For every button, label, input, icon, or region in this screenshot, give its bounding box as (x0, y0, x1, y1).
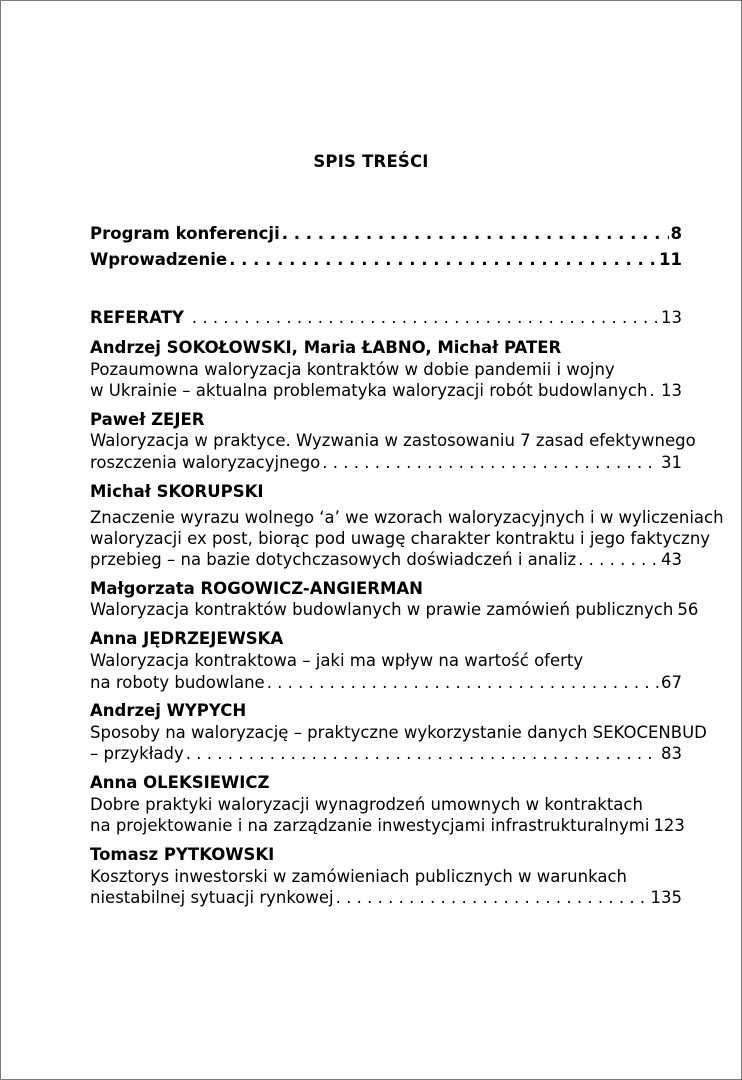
leader-dots (649, 381, 659, 401)
toc-title-line: Sposoby na waloryzację – praktyczne wykorzystanie danych SEKOCENBUD (90, 723, 707, 742)
toc-title-text: – przykłady (90, 744, 184, 763)
toc-title-line-last (90, 816, 685, 836)
toc-page-number: 8 (670, 224, 682, 243)
toc-title-line-last (90, 453, 682, 473)
toc-author: Anna JĘDRZEJEWSKA (90, 629, 284, 648)
toc-page-number: 83 (661, 744, 682, 763)
page-title: SPIS TREŚCI (313, 152, 429, 171)
toc-author: Michał SKORUPSKI (90, 482, 264, 501)
leader-dots (322, 453, 659, 473)
toc-title-text: przebieg – na bazie dotychczasowych doświadczeń i analiz (90, 550, 577, 569)
toc-title-text: niestabilnej sytuacji rynkowej (90, 888, 334, 907)
toc-entry-label: Program konferencji (90, 224, 280, 243)
toc-title-line: Pozaumowna waloryzacja kontraktów w dobie pandemii i wojny (90, 360, 615, 379)
toc-page-number: 31 (661, 453, 682, 472)
toc-title-line-last (90, 600, 699, 620)
toc-title-line: Waloryzacja kontraktowa – jaki ma wpływ na wartość oferty (90, 651, 584, 670)
toc-author: Anna OLEKSIEWICZ (90, 773, 270, 792)
toc-author: Andrzej WYPYCH (90, 701, 247, 720)
toc-title-line-last (90, 673, 682, 693)
toc-page-number: 11 (659, 250, 682, 269)
toc-title-line: Waloryzacja w praktyce. Wyzwania w zastosowaniu 7 zasad efektywnego (90, 431, 696, 450)
toc-title-text: Waloryzacja kontraktów budowlanych w prawie zamówień publicznych (90, 600, 674, 619)
toc-title-line-last (90, 888, 682, 908)
toc-title-line: waloryzacji ex post, biorąc pod uwagę charakter kontraktu i jego faktyczny (90, 529, 711, 548)
toc-title-line-last (90, 744, 682, 764)
toc-author: Małgorzata ROGOWICZ-ANGIERMAN (90, 579, 423, 598)
leader-dots (267, 673, 659, 693)
toc-author: Andrzej SOKOŁOWSKI, Maria ŁABNO, Michał PATER (90, 338, 562, 357)
toc-title-text: roszczenia waloryzacyjnego (90, 453, 321, 472)
toc-title-line: Znaczenie wyrazu wolnego ‘a’ we wzorach waloryzacyjnych i w wyliczeniach (90, 508, 724, 527)
leader-dots (336, 888, 649, 908)
toc-title-text: w Ukrainie – aktualna problematyka waloryzacji robót budowlanych (90, 381, 648, 400)
leader-dots (282, 224, 669, 244)
section-label: REFERATY (90, 308, 184, 327)
leader-dots (229, 250, 657, 270)
leader-dots (192, 308, 659, 328)
toc-title-line: Dobre praktyki waloryzacji wynagrodzeń umownych w kontraktach (90, 795, 643, 814)
toc-page-number: 13 (661, 381, 682, 400)
toc-page-number: 135 (650, 888, 682, 907)
toc-author: Paweł ZEJER (90, 410, 205, 429)
toc-title-line-last (90, 550, 682, 570)
toc-title-text: na projektowanie i na zarządzanie inwestycjami infrastrukturalnymi (90, 816, 650, 835)
toc-page-number: 67 (661, 673, 682, 692)
toc-section-referaty (90, 308, 682, 328)
toc-page-number: 56 (677, 600, 699, 619)
toc-entry-label: Wprowadzenie (90, 250, 228, 269)
toc-author: Tomasz PYTKOWSKI (90, 845, 275, 864)
toc-title-line-last (90, 381, 682, 401)
toc-page-number: 123 (653, 816, 685, 835)
toc-page-number: 43 (661, 550, 682, 569)
leader-dots (578, 550, 659, 570)
toc-entry-introduction (90, 250, 682, 270)
leader-dots (186, 744, 659, 764)
toc-title-text: na roboty budowlane (90, 673, 265, 692)
toc-entry-program (90, 224, 682, 244)
toc-page-number: 13 (661, 308, 682, 327)
toc-title-line: Kosztorys inwestorski w zamówieniach publicznych w warunkach (90, 867, 628, 886)
